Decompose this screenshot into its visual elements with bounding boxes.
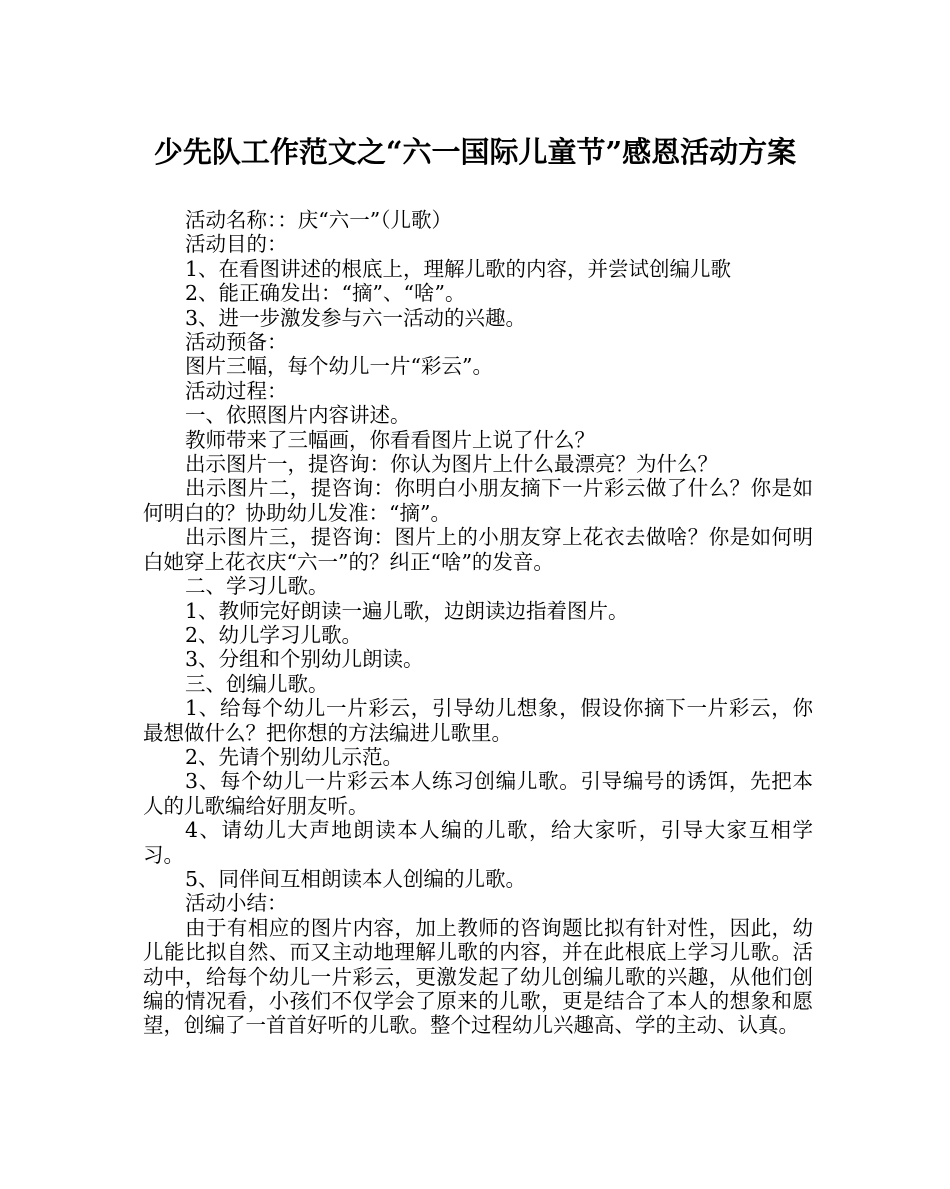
paragraph: 4、请幼儿大声地朗读本人编的儿歌，给大家听，引导大家互相学习。 [143, 818, 813, 867]
paragraph: 1、教师完好朗读一遍儿歌，边朗读边指着图片。 [185, 598, 629, 623]
paragraph: 3、分组和个别幼儿朗读。 [185, 647, 424, 672]
paragraph: 3、每个幼儿一片彩云本人练习创编儿歌。引导编号的诱饵，先把本人的儿歌编给好朋友听。 [143, 769, 813, 818]
document-body [143, 208, 813, 1038]
paragraph: 活动目的： [185, 232, 288, 257]
paragraph: 出示图片二，提咨询：你明白小朋友摘下一片彩云做了什么？你是如何明白的？协助幼儿发准：“摘”。 [143, 476, 813, 525]
paragraph: 二、学习儿歌。 [185, 574, 329, 599]
paragraph: 教师带来了三幅画，你看看图片上说了什么？ [185, 427, 595, 452]
paragraph: 2、能正确发出：“摘”、“啥”。 [185, 281, 466, 306]
paragraph: 活动名称：：庆“六一”（儿歌） [185, 208, 452, 232]
paragraph: 1、给每个幼儿一片彩云，引导幼儿想象，假设你摘下一片彩云，你最想做什么？把你想的方法编进儿歌里。 [143, 696, 813, 745]
paragraph: 2、幼儿学习儿歌。 [185, 622, 363, 647]
paragraph: 由于有相应的图片内容，加上教师的咨询题比拟有针对性，因此，幼儿能比拟自然、而又主动地理解儿歌的内容，并在此根底上学习儿歌。活动中，给每个幼儿一片彩云，更激发起了幼儿创编儿歌的兴趣，从他们创编的情况看，小孩们不仅学会了原来的儿歌，更是结合了本人的想象和愿望，创编了一首首好听的儿歌。整个过程幼儿兴趣高、学的主动、认真。 [143, 915, 813, 1038]
document-title: 少先队工作范文之“六一国际儿童节”感恩活动方案 [153, 135, 797, 169]
paragraph: 出示图片一，提咨询：你认为图片上什么最漂亮？为什么？ [185, 452, 718, 477]
paragraph: 活动预备： [185, 330, 288, 355]
paragraph: 三、创编儿歌。 [185, 671, 329, 696]
paragraph: 1、在看图讲述的根底上，理解儿歌的内容，并尝试创编儿歌 [185, 256, 732, 281]
paragraph: 出示图片三，提咨询：图片上的小朋友穿上花衣去做啥？你是如何明白她穿上花衣庆“六一”的？纠正“啥”的发音。 [143, 525, 813, 574]
paragraph: 3、进一步激发参与六一活动的兴趣。 [185, 305, 527, 330]
paragraph: 活动小结： [185, 891, 288, 916]
paragraph: 2、先请个别幼儿示范。 [185, 744, 404, 769]
paragraph: 活动过程： [185, 378, 288, 403]
paragraph: 5、同伴间互相朗读本人创编的儿歌。 [185, 866, 527, 891]
paragraph: 图片三幅，每个幼儿一片“彩云”。 [185, 354, 493, 379]
paragraph: 一、依照图片内容讲述。 [185, 403, 411, 428]
